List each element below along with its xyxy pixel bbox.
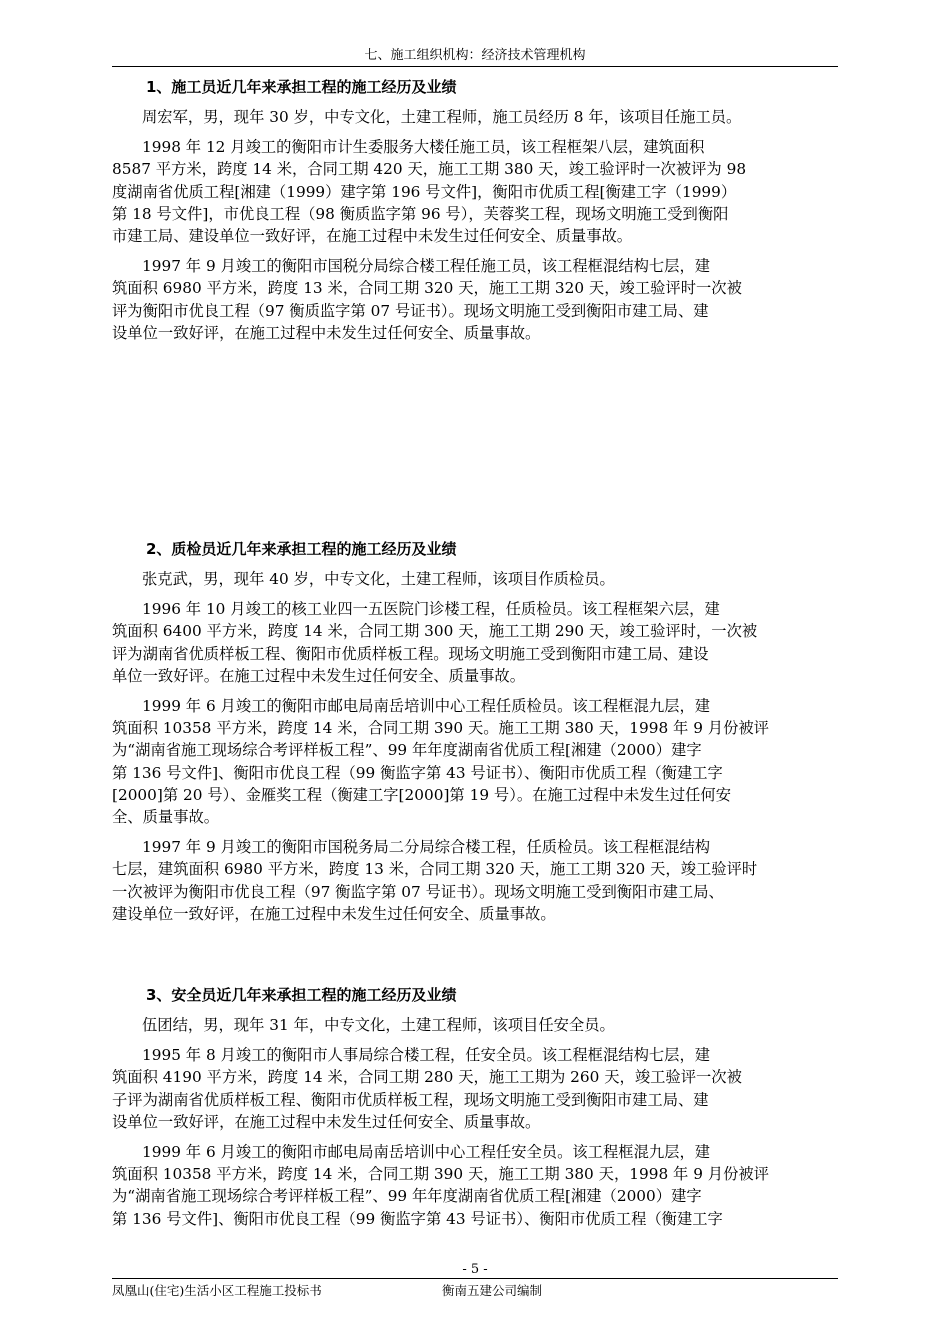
paragraph [112,836,838,925]
section-heading: 1、施工员近几年来承担工程的施工经历及业绩 [146,78,457,96]
paragraph-line: 1996 年 10 月竣工的核工业四一五医院门诊楼工程，任质检员。该工程框架六层，建 [142,600,720,619]
paragraph-line: 张克武，男，现年 40 岁，中专文化，土建工程师，该项目作质检员。 [142,570,615,588]
section-quality-inspector [112,538,838,933]
paragraph-line: 度湖南省优质工程[湘建（1999）建字第 196 号文件]，衡阳市优质工程[衡建工字（1999） [112,182,737,201]
page-footer [112,1278,838,1298]
paragraph-line: 1995 年 8 月竣工的衡阳市人事局综合楼工程，任安全员。该工程框混结构七层，建 [142,1046,711,1065]
paragraph [112,1044,838,1133]
page-number: - 5 - [462,1262,488,1277]
paragraph [112,568,838,590]
paragraph-line: 伍团结，男，现年 31 年，中专文化，土建工程师，该项目任安全员。 [142,1016,615,1034]
paragraph-line: 第 136 号文件]、衡阳市优良工程（99 衡监字第 43 号证书）、衡阳市优质工程（衡建工字 [112,763,723,782]
paragraph-line: 筑面积 10358 平方米，跨度 14 米，合同工期 390 天，施工工期 380 天，1998 年 9 月份被评 [112,1165,769,1184]
paragraph-line: 评为湖南省优质样板工程、衡阳市优质样板工程。现场文明施工受到衡阳市建工局、建设 [112,644,709,663]
page-header-title: 七、施工组织机构：经济技术管理机构 [364,48,586,63]
paragraph-line: 评为衡阳市优良工程（97 衡质监字第 07 号证书）。现场文明施工受到衡阳市建工局、建 [112,301,709,320]
paragraph-line: 七层，建筑面积 6980 平方米，跨度 13 米，合同工期 320 天，施工工期 320 天，竣工验评时 [112,860,758,879]
paragraph [112,1141,838,1230]
paragraph [112,695,838,828]
paragraph-line: 筑面积 6400 平方米，跨度 14 米，合同工期 300 天，施工工期 290 天，竣工验评时，一次被 [112,622,758,641]
paragraph-line: 设单位一致好评，在施工过程中未发生过任何安全、质量事故。 [112,1112,541,1131]
footer-document-title: 凤凰山(住宅)生活小区工程施工投标书 [112,1283,322,1298]
footer-author: 衡南五建公司编制 [442,1283,543,1298]
paragraph-line: 一次被评为衡阳市优良工程（97 衡监字第 07 号证书）。现场文明施工受到衡阳市建工局、 [112,882,724,901]
paragraph [112,1014,838,1036]
paragraph-line: 单位一致好评。在施工过程中未发生过任何安全、质量事故。 [112,666,526,685]
paragraph-line: 1998 年 12 月竣工的衡阳市计生委服务大楼任施工员，该工程框架八层，建筑面积 [142,138,705,157]
paragraph-line: 市建工局、建设单位一致好评，在施工过程中未发生过任何安全、质量事故。 [112,227,633,246]
paragraph-line: 子评为湖南省优质样板工程、衡阳市优质样板工程，现场文明施工受到衡阳市建工局、建 [112,1090,709,1109]
paragraph-line: 筑面积 6980 平方米，跨度 13 米，合同工期 320 天，施工工期 320 天，竣工验评时一次被 [112,279,742,298]
paragraph-line: 筑面积 4190 平方米，跨度 14 米，合同工期 280 天，施工工期为 260 天，竣工验评一次被 [112,1068,742,1087]
section-safety-officer [112,984,838,1238]
page-header [112,46,838,67]
paragraph-line: 第 136 号文件]、衡阳市优良工程（99 衡监字第 43 号证书）、衡阳市优质工程（衡建工字 [112,1209,723,1228]
section-construction-worker [112,76,838,352]
paragraph-line: 筑面积 10358 平方米，跨度 14 米，合同工期 390 天。施工工期 380 天，1998 年 9 月份被评 [112,719,769,738]
paragraph-line: 第 18 号文件]，市优良工程（98 衡质监字第 96 号），芙蓉奖工程，现场文明施工受到衡阳 [112,204,729,223]
paragraph-line: 8587 平方米，跨度 14 米，合同工期 420 天，施工工期 380 天，竣工验评时一次被评为 98 [112,160,747,179]
paragraph-line: 1997 年 9 月竣工的衡阳市国税分局综合楼工程任施工员，该工程框混结构七层，建 [142,257,711,276]
section-heading: 3、安全员近几年来承担工程的施工经历及业绩 [146,986,457,1004]
paragraph-line: 建设单位一致好评，在施工过程中未发生过任何安全、质量事故。 [112,904,556,923]
paragraph-line: 1999 年 6 月竣工的衡阳市邮电局南岳培训中心工程任质检员。该工程框混九层，建 [142,697,711,716]
paragraph-line: [2000]第 20 号）、金雁奖工程（衡建工字[2000]第 19 号）。在施工过程中未发生过任何安 [112,785,732,804]
paragraph-line: 全、质量事故。 [112,808,220,827]
paragraph [112,598,838,687]
paragraph-line: 为“湖南省施工现场综合考评样板工程”、99 年年度湖南省优质工程[湘建（2000）建字 [112,741,702,760]
paragraph [112,136,838,247]
paragraph-line: 为“湖南省施工现场综合考评样板工程”、99 年年度湖南省优质工程[湘建（2000）建字 [112,1187,702,1206]
paragraph-line: 周宏军，男，现年 30 岁，中专文化，土建工程师，施工员经历 8 年，该项目任施工员。 [142,108,742,126]
paragraph-line: 1999 年 6 月竣工的衡阳市邮电局南岳培训中心工程任安全员。该工程框混九层，建 [142,1143,711,1162]
paragraph-line: 设单位一致好评，在施工过程中未发生过任何安全、质量事故。 [112,323,541,342]
paragraph [112,255,838,344]
section-heading: 2、质检员近几年来承担工程的施工经历及业绩 [146,540,457,558]
paragraph [112,106,838,128]
paragraph-line: 1997 年 9 月竣工的衡阳市国税务局二分局综合楼工程，任质检员。该工程框混结构 [142,838,711,857]
